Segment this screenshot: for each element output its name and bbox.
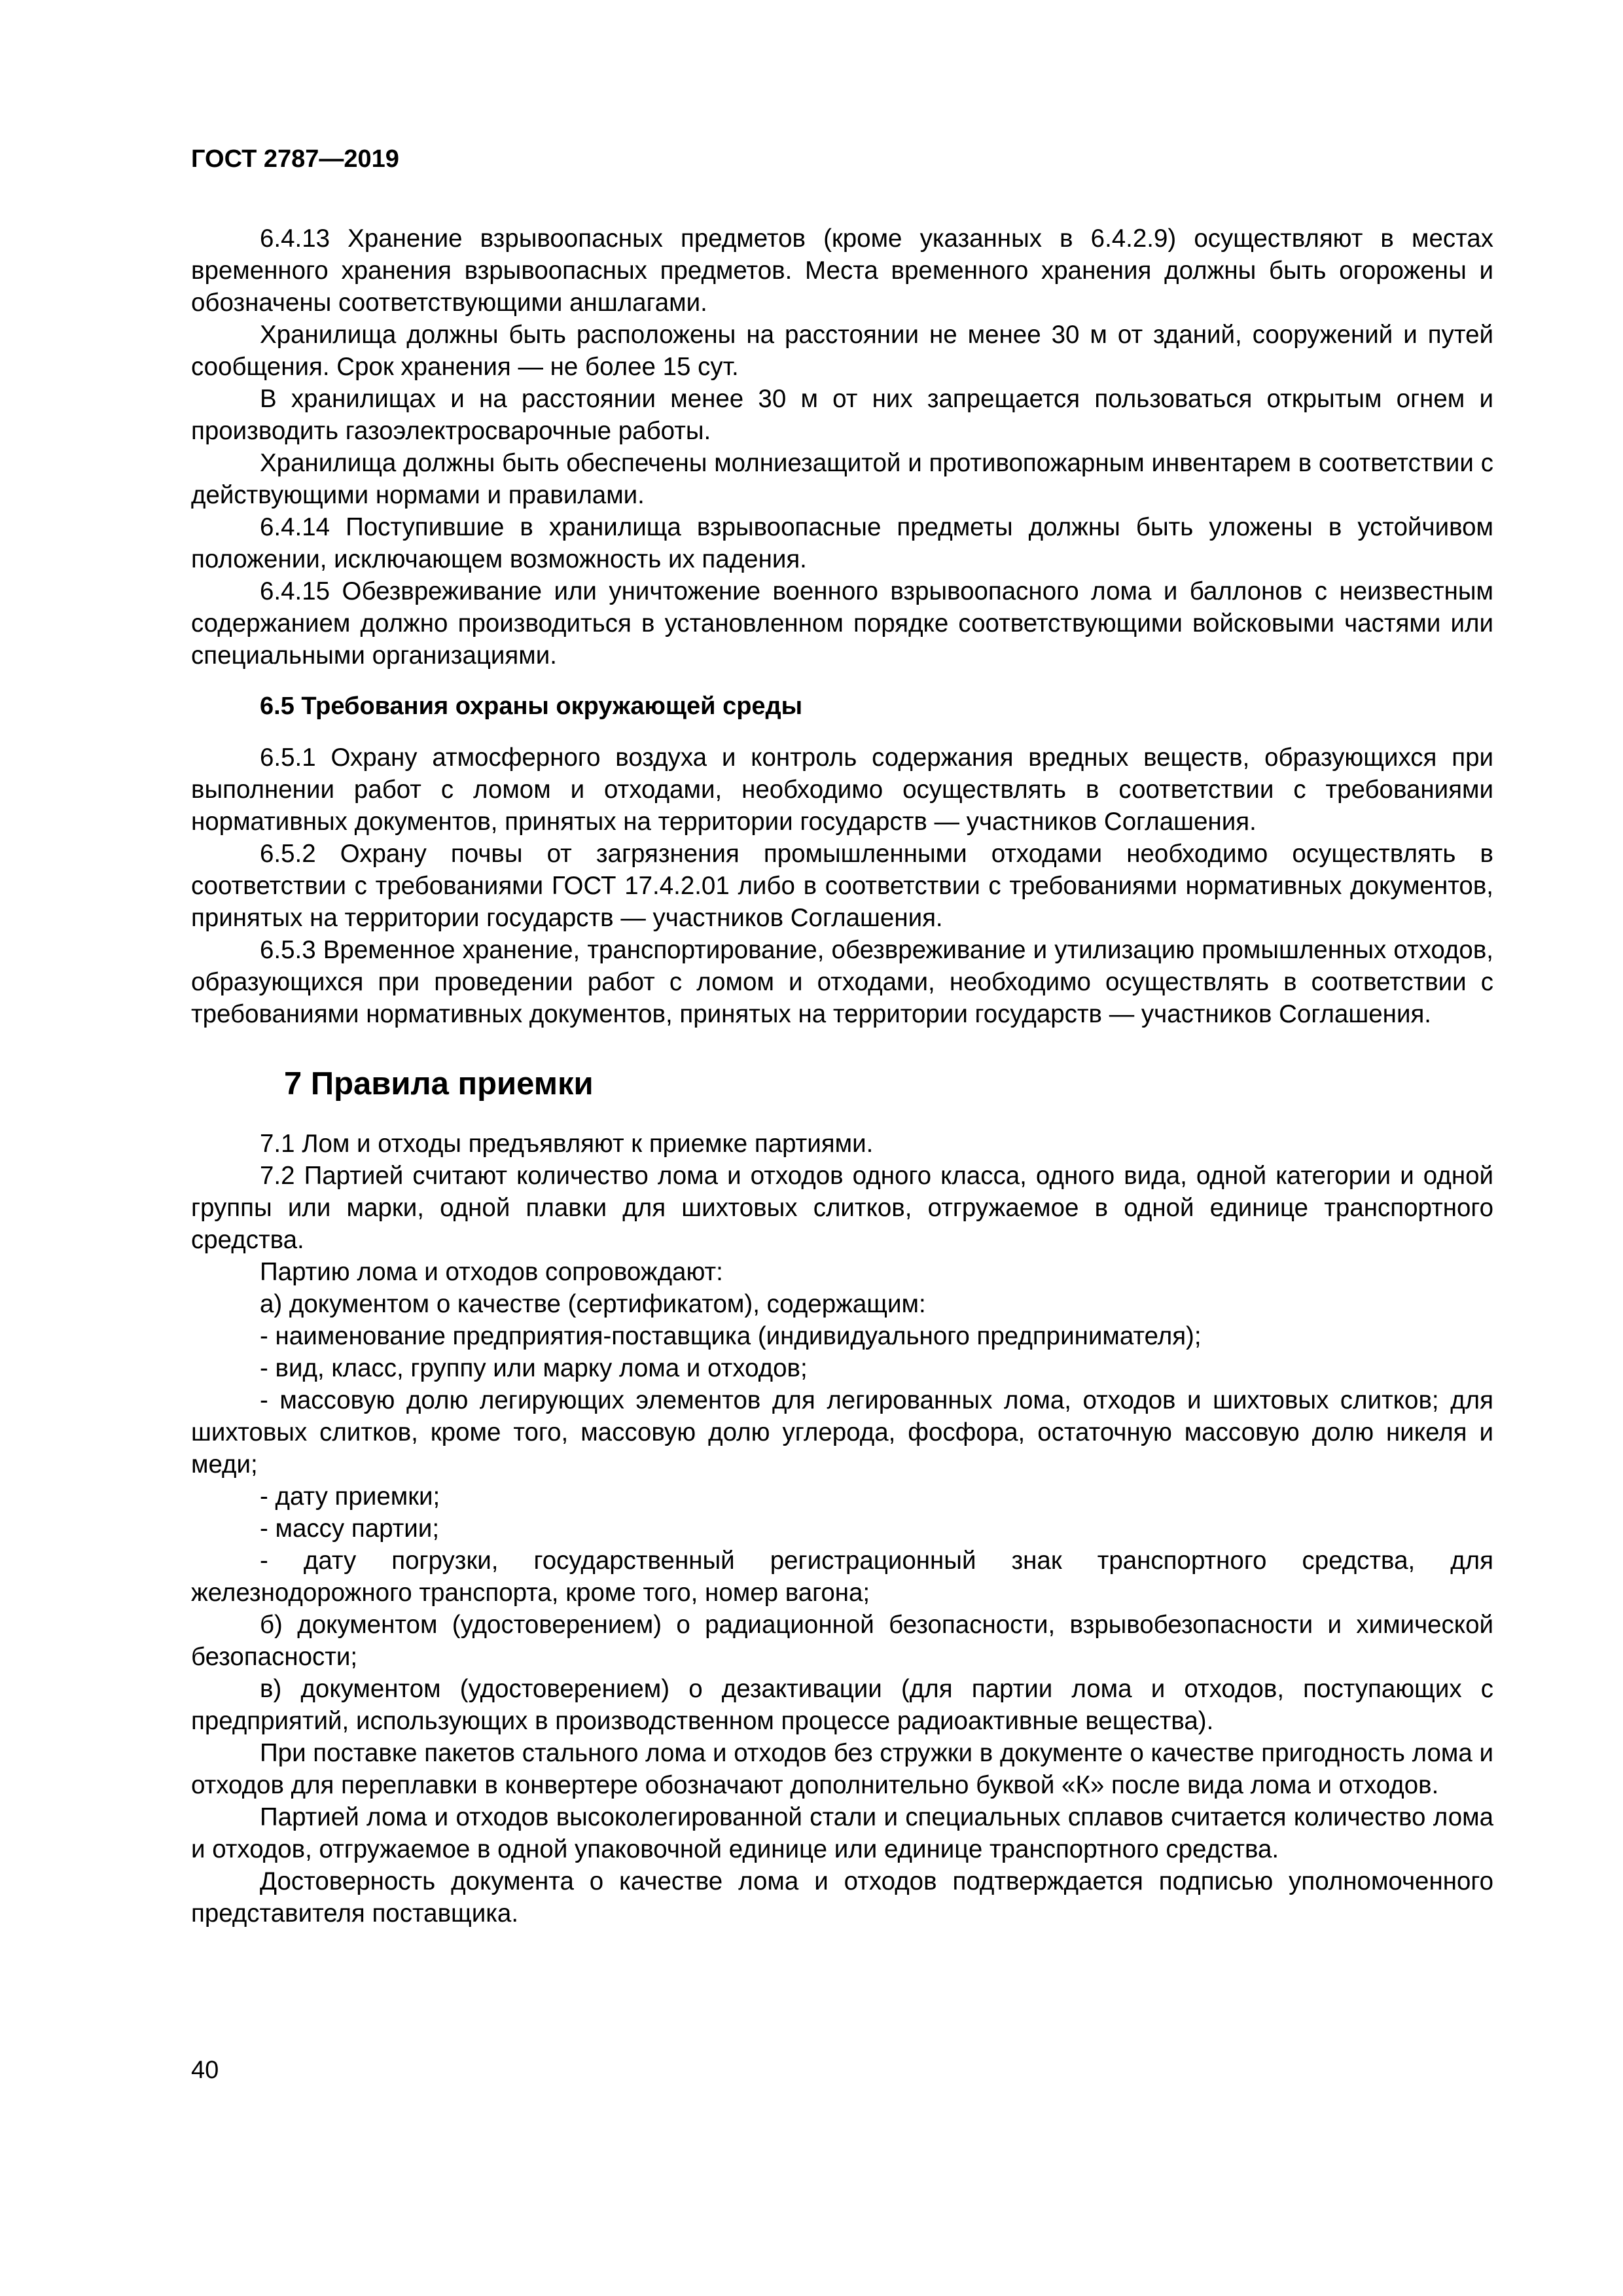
dash-item-alloy-fraction: - массовую долю легирующих элементов для легированных лома, отходов и шихтовых слитков; для шихтовых слитков, кроме того, массовую долю углерода, фосфора, остаточную массовую долю никеля и меди; [191,1386,1493,1479]
paragraph-6-5-1: 6.5.1 Охрану атмосферного воздуха и контроль содержания вредных веществ, образующихся при выполнении работ с ломом и отходами, необходимо осуществлять в соответствии с требованиями нормативных документов, принятых на территории государств — участников Соглашения. [191,744,1493,836]
paragraph-6-4-13: 6.4.13 Хранение взрывоопасных предметов (кроме указанных в 6.4.2.9) осуществляют в местах временного хранения взрывоопасных предметов. Места временного хранения должны быть огорожены и обозначены соответствующими аншлагами. [191,224,1493,317]
section-heading-7: 7 Правила приемки [284,1066,594,1102]
paragraph-authenticity: Достоверность документа о качестве лома и отходов подтверждается подписью уполномоченного представителя поставщика. [191,1867,1493,1928]
dash-item-supplier: - наименование предприятия-поставщика (индивидуального предпринимателя); [260,1322,1202,1350]
paragraph-6-4-15: 6.4.15 Обезвреживание или уничтожение военного взрывоопасного лома и баллонов с неизвестным содержанием должно производиться в установленном порядке соответствующими войсковыми частями или специальными организациями. [191,577,1493,670]
list-item-v: в) документом (удостоверением) о дезактивации (для партии лома и отходов, поступающих с предприятий, использующих в производственном процессе радиоактивные вещества). [191,1675,1493,1735]
dash-item-batch-mass: - массу партии; [260,1515,440,1543]
paragraph-storage-protection: Хранилища должны быть обеспечены молниезащитой и противопожарным инвентарем в соответствии с действующими нормами и правилами. [191,449,1493,509]
list-item-b: б) документом (удостоверением) о радиационной безопасности, взрывобезопасности и химической безопасности; [191,1611,1493,1671]
dash-item-acceptance-date: - дату приемки; [260,1482,440,1511]
paragraph-high-alloy: Партией лома и отходов высоколегированной стали и специальных сплавов считается количество лома и отходов, отгружаемое в одной упаковочной единице или единице транспортного средства. [191,1803,1493,1863]
dash-item-type: - вид, класс, группу или марку лома и отходов; [260,1354,808,1382]
dash-item-loading-date: - дату погрузки, государственный регистрационный знак транспортного средства, для железнодорожного транспорта, кроме того, номер вагона; [191,1547,1493,1607]
paragraph-7-1: 7.1 Лом и отходы предъявляют к приемке партиями. [260,1130,874,1158]
list-item-a: а) документом о качестве (сертификатом), содержащим: [260,1290,926,1318]
paragraph-storage-fire: В хранилищах и на расстоянии менее 30 м от них запрещается пользоваться открытым огнем и производить газоэлектросварочные работы. [191,385,1493,445]
section-heading-6-5: 6.5 Требования охраны окружающей среды [260,692,803,720]
paragraph-6-5-3: 6.5.3 Временное хранение, транспортирование, обезвреживание и утилизацию промышленных отходов, образующихся при проведении работ с ломом и отходами, необходимо осуществлять в соответствии с требованиями нормативных документов, принятых на территории государств — участников Соглашения. [191,936,1493,1028]
paragraph-converter: При поставке пакетов стального лома и отходов без стружки в документе о качестве пригодность лома и отходов для переплавки в конвертере обозначают дополнительно буквой «К» после вида лома и отходов. [191,1739,1493,1799]
paragraph-6-4-14: 6.4.14 Поступившие в хранилища взрывоопасные предметы должны быть уложены в устойчивом положении, исключающем возможность их падения. [191,513,1493,573]
paragraph-7-2: 7.2 Партией считают количество лома и отходов одного класса, одного вида, одной категории и одной группы или марки, одной плавки для шихтовых слитков, отгружаемое в одной единице транспортного средства. [191,1162,1493,1254]
page-header-standard: ГОСТ 2787—2019 [191,145,399,173]
document-body [191,223,1493,1929]
paragraph-accompany: Партию лома и отходов сопровождают: [260,1258,723,1286]
paragraph-6-5-2: 6.5.2 Охрану почвы от загрязнения промышленными отходами необходимо осуществлять в соответствии с требованиями ГОСТ 17.4.2.01 либо в соответствии с требованиями нормативных документов, принятых на территории государств — участников Соглашения. [191,840,1493,932]
paragraph-storage-distance: Хранилища должны быть расположены на расстоянии не менее 30 м от зданий, сооружений и путей сообщения. Срок хранения — не более 15 сут. [191,321,1493,381]
page-number: 40 [191,2056,219,2084]
